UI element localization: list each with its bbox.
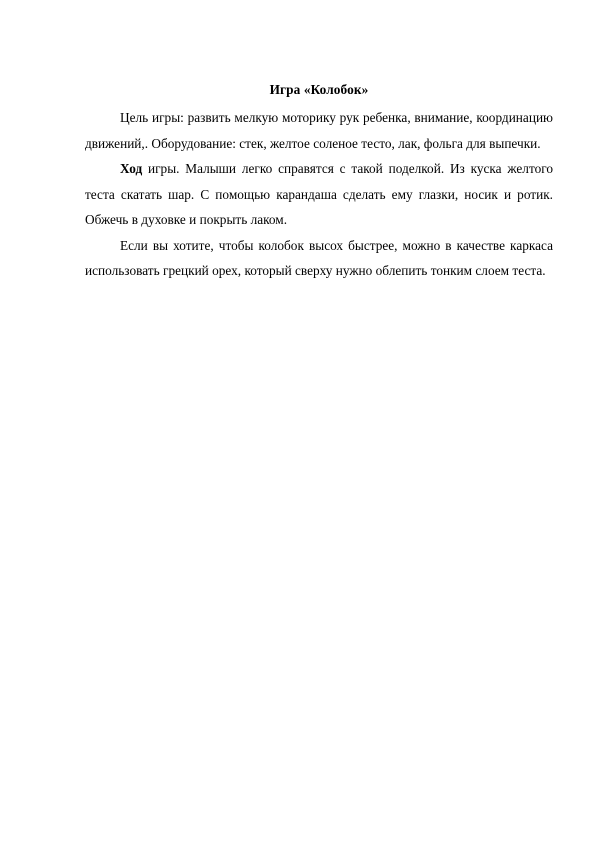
document-body xyxy=(85,80,553,284)
paragraph-procedure-text: игры. Малыши легко справятся с такой поделкой. Из куска желтого теста скатать шар. С помощью карандаша сделать ему глазки, носик и ротик. Обжечь в духовке и покрыть лаком. xyxy=(85,161,553,227)
paragraph-goal-text: Цель игры: развить мелкую моторику рук ребенка, внимание, координацию движений,. Оборудование: стек, желтое соленое тесто, лак, фольга для выпечки. xyxy=(85,110,553,151)
paragraph-tip-text: Если вы хотите, чтобы колобок высох быстрее, можно в качестве каркаса использовать грецкий орех, который сверху нужно облепить тонким слоем теста. xyxy=(85,237,553,278)
paragraph-procedure xyxy=(85,156,553,233)
paragraph-procedure-lead: Ход xyxy=(120,161,143,176)
paragraph-tip xyxy=(85,233,553,284)
document-title: Игра «Колобок» xyxy=(269,82,369,97)
paragraph-goal xyxy=(85,105,553,156)
